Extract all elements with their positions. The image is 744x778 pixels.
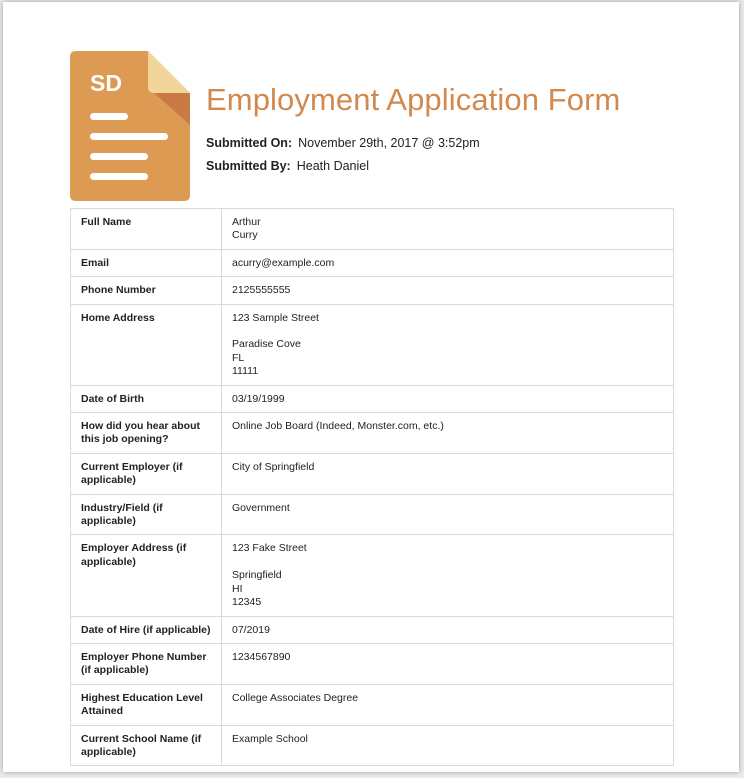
field-value-line: Paradise Cove (232, 338, 301, 351)
field-label: Date of Birth (71, 385, 222, 412)
field-value-line: Online Job Board (Indeed, Monster.com, etc.) (232, 420, 444, 433)
field-value-line: City of Springfield (232, 460, 315, 473)
table-row (71, 385, 674, 412)
table-row (71, 535, 674, 616)
field-value-line: FL (232, 351, 245, 364)
field-label: Industry/Field (if applicable) (71, 494, 222, 535)
field-value (222, 643, 674, 684)
field-value (222, 413, 674, 454)
field-value-line: acurry@example.com (232, 256, 335, 269)
field-value-line: Curry (232, 229, 258, 242)
field-value (222, 304, 674, 385)
field-value (222, 535, 674, 616)
table-row (71, 304, 674, 385)
field-value (222, 277, 674, 304)
field-label: Phone Number (71, 277, 222, 304)
table-row (71, 249, 674, 276)
field-value (222, 494, 674, 535)
field-value-line: 11111 (232, 365, 259, 378)
field-value-line (232, 325, 663, 338)
field-label: Home Address (71, 304, 222, 385)
field-value (222, 209, 674, 250)
field-value-line: Arthur (232, 216, 261, 228)
field-value-line: 03/19/1999 (232, 392, 285, 405)
field-value-line: 123 Sample Street (232, 311, 319, 324)
field-value-line: 12345 (232, 596, 262, 609)
field-value (222, 725, 674, 766)
page-title: Employment Application Form (206, 82, 621, 117)
field-value-line: Springfield (232, 569, 282, 582)
document-icon (70, 51, 190, 201)
field-value (222, 684, 674, 725)
table-row (71, 413, 674, 454)
field-value-line: HI (232, 582, 243, 595)
field-value-line: 2125555555 (232, 284, 291, 297)
table-row (71, 643, 674, 684)
field-label: Current Employer (if applicable) (71, 453, 222, 494)
field-value-line: Government (232, 501, 290, 514)
field-label: Full Name (71, 209, 222, 250)
submitted-by-label: Submitted By: (206, 159, 291, 173)
field-value-line: 123 Fake Street (232, 542, 307, 555)
field-value (222, 385, 674, 412)
field-label: Employer Address (if applicable) (71, 535, 222, 616)
field-value-line: Example School (232, 732, 308, 745)
field-label: Date of Hire (if applicable) (71, 616, 222, 643)
table-row (71, 494, 674, 535)
table-row (71, 616, 674, 643)
field-value-line: College Associates Degree (232, 691, 359, 704)
field-value (222, 249, 674, 276)
table-row (71, 277, 674, 304)
logo-text: SD (90, 70, 122, 96)
field-label: Email (71, 249, 222, 276)
document-page (3, 2, 739, 772)
field-value-line (232, 556, 663, 569)
field-value-line: 1234567890 (232, 650, 291, 663)
submitted-by-value: Heath Daniel (296, 159, 369, 173)
field-label: Employer Phone Number (if applicable) (71, 643, 222, 684)
form-responses-table (70, 208, 674, 766)
field-label: Current School Name (if applicable) (71, 725, 222, 766)
table-row (71, 453, 674, 494)
field-value (222, 453, 674, 494)
table-row (71, 725, 674, 766)
field-value-line: 07/2019 (232, 623, 270, 636)
submitted-on-label: Submitted On: (206, 136, 293, 150)
submitted-by (206, 159, 369, 173)
field-label: Highest Education Level Attained (71, 684, 222, 725)
submitted-on (206, 136, 480, 150)
field-value (222, 616, 674, 643)
table-row (71, 684, 674, 725)
submitted-on-value: November 29th, 2017 @ 3:52pm (298, 136, 480, 150)
table-row (71, 209, 674, 250)
field-label: How did you hear about this job opening? (71, 413, 222, 454)
